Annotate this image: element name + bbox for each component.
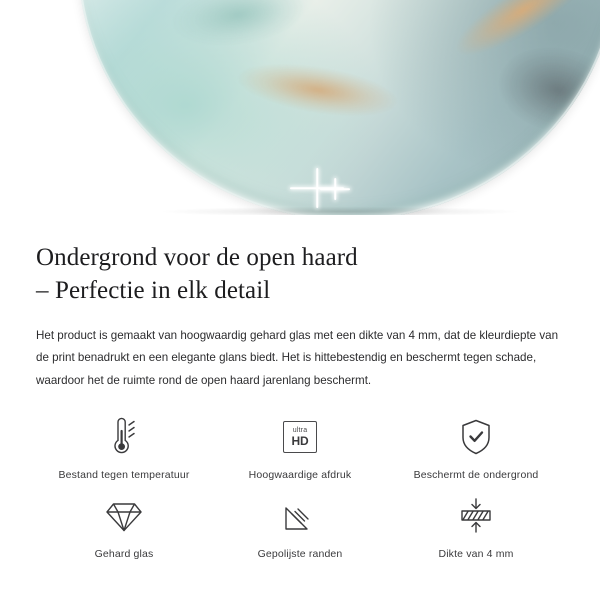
ultra-hd-badge-top: ultra <box>292 426 308 434</box>
glass-edge-shine <box>78 0 600 215</box>
ultra-hd-badge-bottom: HD <box>291 433 309 448</box>
product-description-text: Het product is gemaakt van hoogwaardig gehard glas met een dikte van 4 mm, dat de kleurdiepte van de print benadrukt en een elegante glans biedt. Het is hittebestendig en beschermt tegen schade, waardoor het de ruimte rond de open haard jarenlang beschermt. <box>36 329 559 387</box>
feature-label: Dikte van 4 mm <box>438 547 514 560</box>
shield-check-icon <box>457 414 495 460</box>
thermometer-icon <box>104 414 144 460</box>
page-title-line-1: Ondergrond voor de open haard <box>36 244 358 271</box>
feature-item-tempered-glass <box>36 493 212 560</box>
feature-label: Gehard glas <box>94 547 154 560</box>
feature-label: Beschermt de ondergrond <box>413 468 539 481</box>
feature-label: Hoogwaardige afdruk <box>248 468 352 481</box>
feature-item-print-quality <box>212 414 388 481</box>
glass-disc-image <box>78 0 600 215</box>
feature-item-temperature <box>36 414 212 481</box>
product-drop-shadow <box>90 206 590 215</box>
page-title <box>36 241 564 307</box>
feature-label: Gepolijste randen <box>257 547 343 560</box>
feature-label: Bestand tegen temperatuur <box>58 468 190 481</box>
page-title-line-2: – Perfectie in elk detail <box>36 277 271 304</box>
hero-product-image <box>0 0 600 215</box>
feature-item-surface-protection <box>388 414 564 481</box>
feature-item-thickness <box>388 493 564 560</box>
text-content <box>0 241 600 560</box>
diamond-icon <box>104 493 144 539</box>
polished-edges-icon <box>282 493 318 539</box>
feature-item-polished-edges <box>212 493 388 560</box>
feature-grid <box>36 414 564 560</box>
ultra-hd-icon <box>283 414 317 460</box>
thickness-arrows-icon <box>456 493 496 539</box>
